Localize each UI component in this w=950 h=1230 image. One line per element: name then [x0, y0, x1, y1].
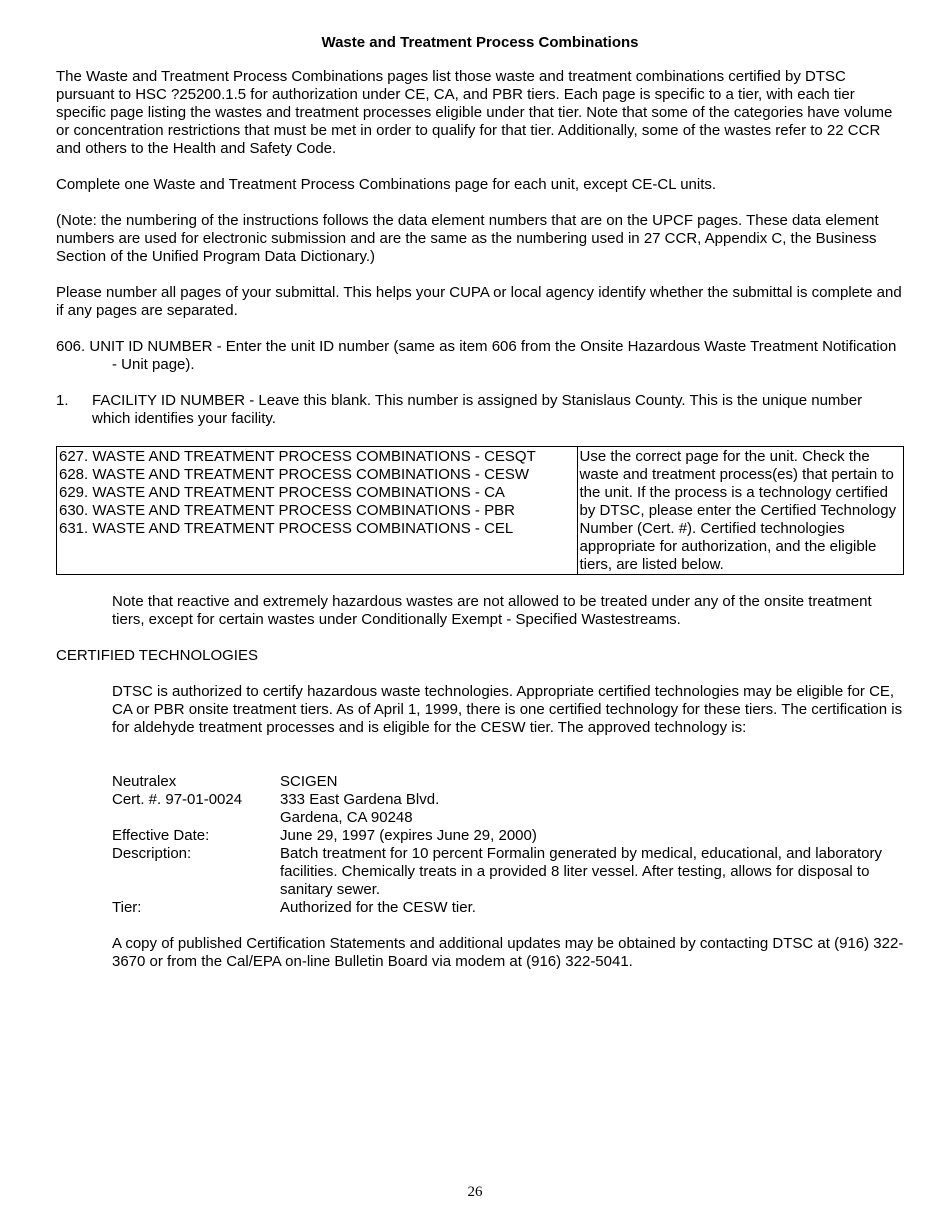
combination-item: 628. WASTE AND TREATMENT PROCESS COMBINATIONS - CESW: [59, 466, 530, 483]
company-address-line2: Gardena, CA 90248: [280, 809, 413, 826]
page-number: 26: [467, 1184, 483, 1200]
reactive-waste-note: Note that reactive and extremely hazardous wastes are not allowed to be treated under any of the onsite treatment tiers, except for certain wastes under Conditionally Exempt - Specified Wastestreams.: [112, 593, 872, 628]
document-page: [56, 34, 904, 989]
description-value: Batch treatment for 10 percent Formalin generated by medical, educational, and laboratory facilities. Chemically treats in a provided 8 liter vessel. After testing, allows for disposal to sanitary sewer.: [280, 845, 883, 898]
combination-item: 629. WASTE AND TREATMENT PROCESS COMBINATIONS - CA: [59, 484, 505, 501]
copy-availability-note: A copy of published Certification Statements and additional updates may be obtained by contacting DTSC at (916) 322-3670 or from the Cal/EPA on-line Bulletin Board via modem at (916) 322-5041.: [112, 935, 904, 970]
tier-value: Authorized for the CESW tier.: [280, 899, 476, 916]
certified-technologies-heading: CERTIFIED TECHNOLOGIES: [56, 647, 258, 664]
company-address-line1: 333 East Gardena Blvd.: [280, 791, 440, 808]
description-label: Description:: [112, 845, 192, 862]
number-pages-paragraph: Please number all pages of your submittal. This helps your CUPA or local agency identify whether the submittal is complete and if any pages are separated.: [56, 284, 902, 319]
certified-technologies-intro: DTSC is authorized to certify hazardous waste technologies. Appropriate certified technologies may be eligible for CE, CA or PBR onsite treatment tiers. As of April 1, 1999, there is one certified technology for these tiers. The certification is for aldehyde treatment processes and is eligible for the CESW tier. The approved technology is:: [112, 683, 903, 736]
tier-label: Tier:: [112, 899, 142, 916]
facility-id-text: FACILITY ID NUMBER - Leave this blank. This number is assigned by Stanislaus County. This is the unique number which identifies your facility.: [92, 392, 863, 427]
certified-technology-details: [112, 773, 904, 917]
facility-id-number: 1.: [56, 392, 69, 409]
numbering-note-paragraph: (Note: the numbering of the instructions follows the data element numbers that are on the UPCF pages. These data element numbers are used for electronic submission and are the same as the numbering used in 27 CCR, Appendix C, the Business Section of the Unified Program Data Dictionary.): [56, 212, 879, 265]
combination-item: 630. WASTE AND TREATMENT PROCESS COMBINATIONS - PBR: [59, 502, 515, 519]
page-title: Waste and Treatment Process Combinations: [321, 34, 639, 51]
complete-one-paragraph: Complete one Waste and Treatment Process Combinations page for each unit, except CE-CL units.: [56, 176, 717, 193]
effective-date-value: June 29, 1997 (expires June 29, 2000): [280, 827, 537, 844]
combination-item: 627. WASTE AND TREATMENT PROCESS COMBINATIONS - CESQT: [59, 448, 536, 465]
combinations-table: [56, 446, 904, 575]
combination-item: 631. WASTE AND TREATMENT PROCESS COMBINATIONS - CEL: [59, 520, 514, 537]
facility-id-item: [56, 392, 904, 428]
technology-company: SCIGEN: [280, 773, 338, 790]
effective-date-label: Effective Date:: [112, 827, 210, 844]
technology-name: Neutralex: [112, 773, 177, 790]
combinations-list-cell: [57, 447, 578, 575]
cert-number: Cert. #. 97-01-0024: [112, 791, 243, 808]
intro-paragraph: The Waste and Treatment Process Combinations pages list those waste and treatment combinations certified by DTSC pursuant to HSC ?25200.1.5 for authorization under CE, CA, and PBR tiers. Each page is specific to a tier, with each tier specific page listing the wastes and treatment processes eligible under that tier. Note that some of the categories have volume or concentration restrictions that must be met in order to qualify for that tier. Additionally, some of the wastes refer to 22 CCR and others to the Health and Safety Code.: [56, 68, 893, 157]
combinations-instructions-cell: Use the correct page for the unit. Check the waste and treatment process(es) that pertain to the unit. If the process is a technology certified by DTSC, please enter the Certified Technology Number (Cert. #). Certified technologies appropriate for authorization, and the eligible tiers, are listed below.: [577, 447, 903, 575]
unit-id-item: 606. UNIT ID NUMBER - Enter the unit ID number (same as item 606 from the Onsite Hazardous Waste Treatment Notification - Unit page).: [56, 338, 897, 373]
